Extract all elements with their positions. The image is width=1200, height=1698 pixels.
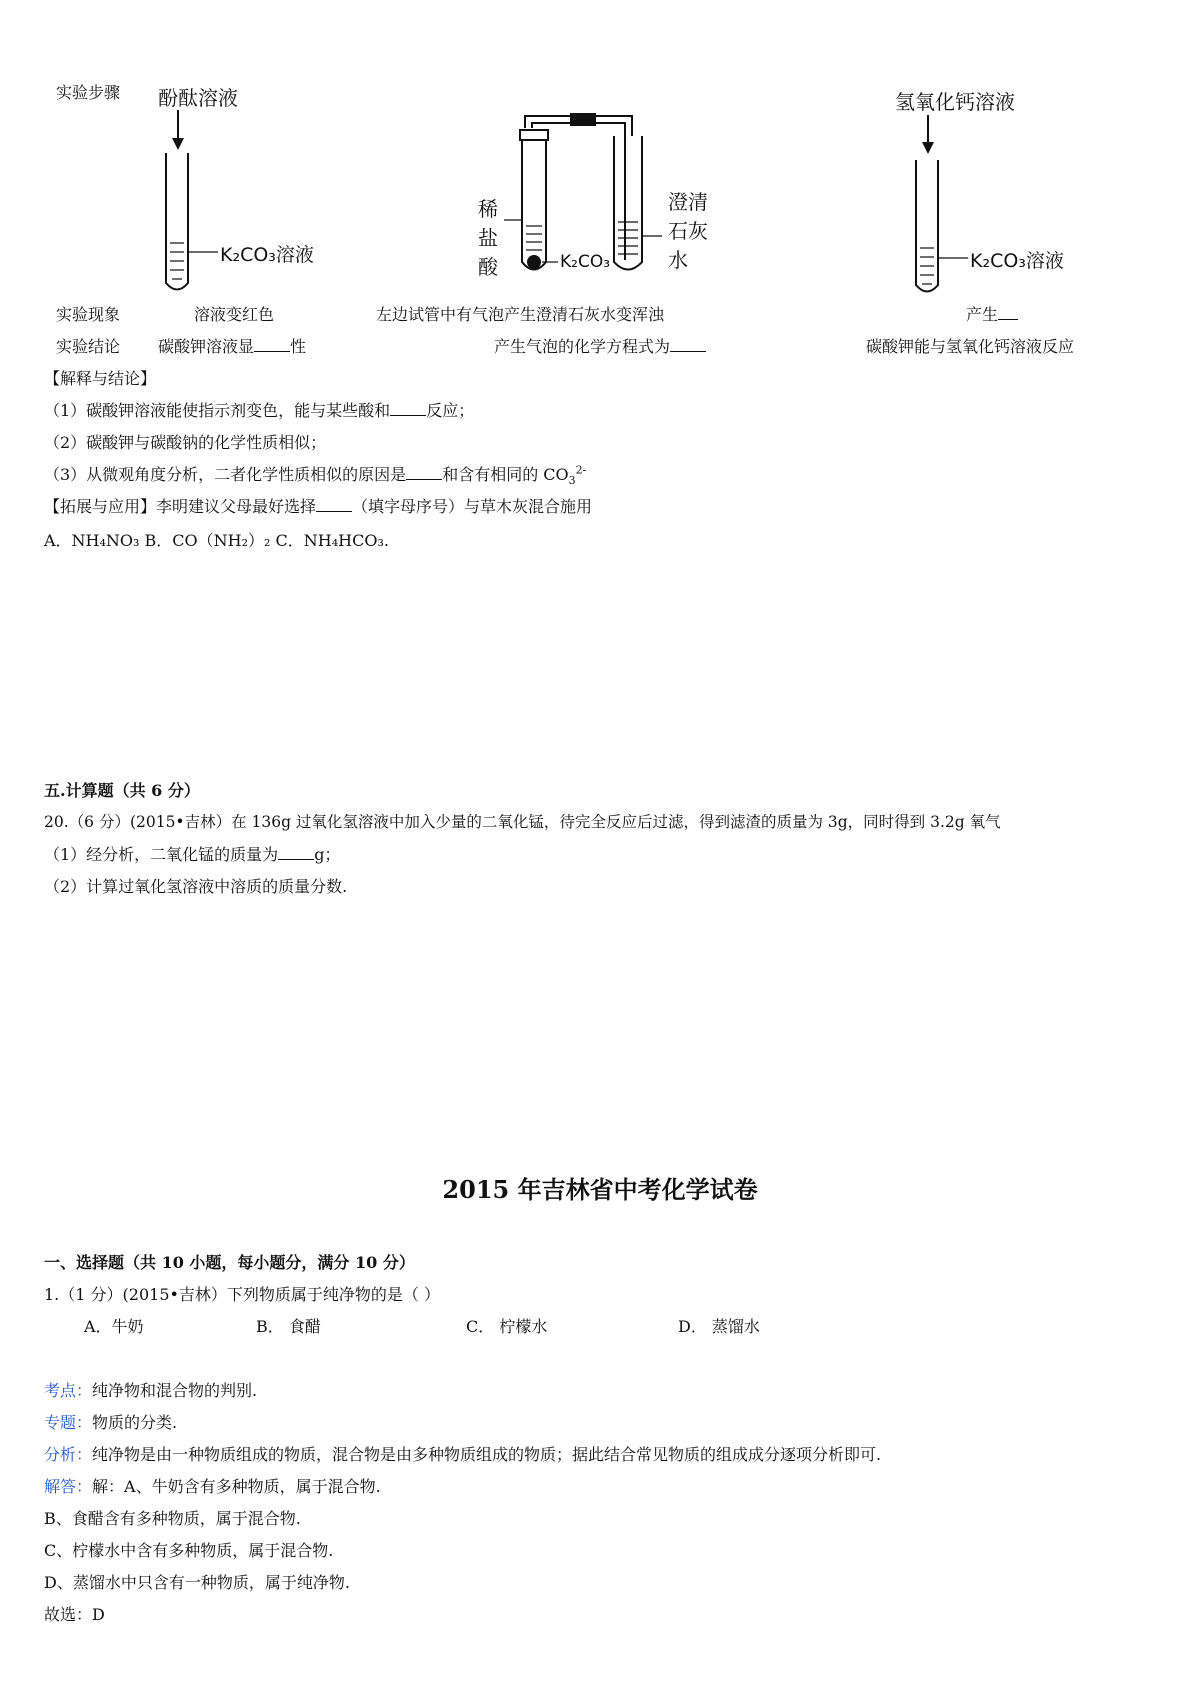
phenomenon-label: 实验现象 — [56, 305, 121, 324]
co3-superscript: 2- — [575, 463, 587, 477]
acid-label-3: 酸 — [478, 255, 498, 279]
zhuanti-label: 专题： — [44, 1413, 93, 1432]
extension-line — [44, 494, 592, 517]
conclusion-2-text: 产生气泡的化学方程式为 — [494, 337, 671, 356]
phenomenon-1: 溶液变红色 — [194, 305, 275, 324]
extension-options: A．NH₄NO₃ B．CO（NH₂）₂ C．NH₄HCO₃. — [44, 531, 389, 550]
calc-heading: 五.计算题（共 6 分） — [44, 781, 200, 800]
blank[interactable] — [406, 465, 442, 480]
option-a[interactable]: A．牛奶 — [84, 1317, 144, 1336]
answer-line-c: C、柠檬水中含有多种物质，属于混合物. — [44, 1541, 334, 1560]
kaodian-line — [44, 1378, 257, 1401]
conclusion-3: 碳酸钾能与氢氧化钙溶液反应 — [866, 337, 1075, 356]
question-20: 20.（6 分）(2015•吉林）在 136g 过氧化氢溶液中加入少量的二氧化锰，待完全反应后过滤，得到滤渣的质量为 3g，同时得到 3.2g 氧气 — [44, 813, 1001, 831]
jieda-label: 解答： — [44, 1477, 93, 1496]
extension-text: 【拓展与应用】李明建议父母最好选择 — [44, 497, 317, 516]
jieda-text: 解：A、牛奶含有多种物质，属于混合物. — [92, 1477, 381, 1496]
right-test-tube-figure — [0, 0, 1200, 330]
phenomenon-3-text: 产生 — [966, 305, 999, 324]
option-b[interactable]: B． 食醋 — [256, 1317, 321, 1336]
conclusion-1 — [158, 334, 306, 357]
question-20-part-1 — [44, 842, 340, 865]
option-c[interactable]: C． 柠檬水 — [466, 1317, 548, 1336]
conclusion-1-text: 碳酸钾溶液显 — [158, 337, 255, 356]
explanation-item-3-suffix: 和含有相同的 CO — [442, 465, 569, 484]
answer-line-b: B、食醋含有多种物质，属于混合物. — [44, 1509, 301, 1528]
kaodian-text: 纯净物和混合物的判别. — [92, 1381, 258, 1400]
explanation-item-1-text: （1）碳酸钾溶液能使指示剂变色，能与某些酸和 — [44, 401, 391, 420]
conclusion-1-suffix: 性 — [290, 337, 307, 356]
fenxi-label: 分析： — [44, 1445, 93, 1464]
acid-label-1: 稀 — [478, 197, 498, 221]
limewater-label-1: 澄清 — [668, 190, 708, 214]
right-solution-label: K₂CO₃溶液 — [970, 250, 1064, 272]
blank[interactable] — [278, 845, 314, 860]
question-20-part-1-text: （1）经分析，二氧化锰的质量为 — [44, 845, 279, 864]
co3-subscript: 3 — [568, 474, 576, 488]
question-1: 1.（1 分）(2015•吉林）下列物质属于纯净物的是（ ） — [44, 1285, 441, 1304]
fenxi-text: 纯净物是由一种物质组成的物质，混合物是由多种物质组成的物质；据此结合常见物质的组成成分逐项分析即可. — [92, 1445, 882, 1464]
phenomenon-2: 左边试管中有气泡产生澄清石灰水变浑浊 — [376, 305, 665, 324]
answer-line-d: D、蒸馏水中只含有一种物质，属于纯净物. — [44, 1573, 350, 1592]
arrow-head-icon — [922, 142, 934, 154]
left-solution-label: K₂CO₃溶液 — [220, 244, 314, 266]
explanation-heading: 【解释与结论】 — [44, 369, 157, 388]
explanation-item-1 — [44, 398, 474, 421]
jieda-line — [44, 1474, 381, 1497]
steps-label: 实验步骤 — [56, 83, 121, 102]
paper-title: 2015 年吉林省中考化学试卷 — [442, 1175, 758, 1204]
phenomenon-3 — [966, 302, 1018, 325]
phenolphthalein-label: 酚酞溶液 — [158, 86, 238, 110]
explanation-item-1-suffix: 反应； — [426, 401, 475, 420]
final-answer: 故选：D — [44, 1605, 105, 1624]
zhuanti-line — [44, 1410, 177, 1433]
blank[interactable] — [670, 337, 706, 352]
test-tube-icon — [916, 160, 938, 292]
explanation-item-2: （2）碳酸钾与碳酸钠的化学性质相似； — [44, 433, 327, 452]
extension-suffix: （填字母序号）与草木灰混合施用 — [352, 497, 593, 516]
question-20-part-1-suffix: g； — [314, 845, 341, 864]
conclusion-label: 实验结论 — [56, 337, 121, 356]
option-d[interactable]: D． 蒸馏水 — [678, 1317, 760, 1336]
explanation-item-3-text: （3）从微观角度分析，二者化学性质相似的原因是 — [44, 465, 407, 484]
question-20-part-2: （2）计算过氧化氢溶液中溶质的质量分数. — [44, 877, 348, 896]
blank[interactable] — [254, 337, 290, 352]
section-1-heading: 一、选择题（共 10 小题，每小题分，满分 10 分） — [44, 1253, 415, 1272]
kaodian-label: 考点： — [44, 1381, 93, 1400]
k2co3-solid-label: K₂CO₃ — [560, 252, 611, 272]
fenxi-line — [44, 1442, 881, 1465]
acid-label-2: 盐 — [478, 226, 498, 250]
zhuanti-text: 物质的分类. — [92, 1413, 178, 1432]
explanation-item-3 — [44, 462, 586, 487]
limewater-label-2: 石灰 — [668, 219, 708, 243]
conclusion-2 — [494, 334, 706, 357]
blank[interactable] — [998, 305, 1018, 320]
limewater-label-3: 水 — [668, 248, 688, 272]
blank[interactable] — [390, 401, 426, 416]
blank[interactable] — [316, 497, 352, 512]
calcium-hydroxide-label: 氢氧化钙溶液 — [895, 90, 1015, 114]
